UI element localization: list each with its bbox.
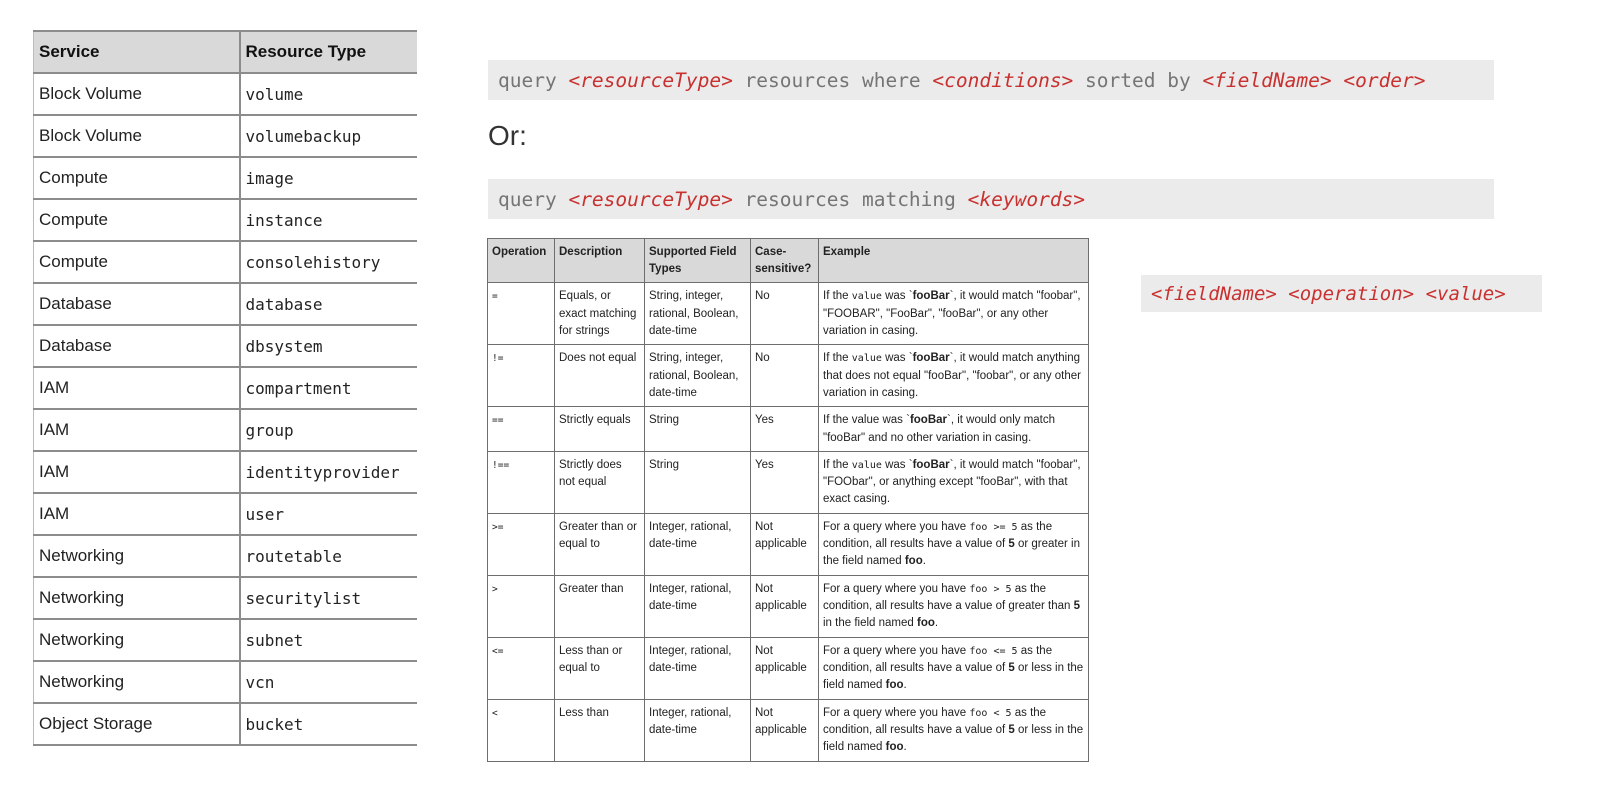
example-bold: fooBar <box>909 414 947 427</box>
table-row <box>488 407 1089 451</box>
column-header-description: Description <box>555 239 645 283</box>
example-cell <box>819 637 1089 699</box>
example-text: was ` <box>881 290 913 303</box>
query-syntax-matching <box>488 179 1494 219</box>
placeholder-resource-type: <resourceType> <box>568 187 733 211</box>
service-cell: Object Storage <box>34 703 240 745</box>
example-text: `, it would match anything that does not equal "fooBar", "foobar", or any other variation in casing. <box>823 352 1081 399</box>
field-types-cell: String, integer, rational, Boolean, date-time <box>645 345 751 407</box>
example-bold: 5 <box>1008 538 1015 551</box>
service-cell: Database <box>34 325 240 367</box>
column-header-case-sensitive: Case-sensitive? <box>751 239 819 283</box>
case-sensitive-cell: Not applicable <box>751 513 819 575</box>
description-cell: Strictly equals <box>555 407 645 451</box>
placeholder-conditions: <conditions> <box>932 68 1074 92</box>
example-code: value <box>851 291 882 303</box>
example-text: was ` <box>881 458 913 471</box>
example-text: If the <box>823 458 852 471</box>
table-header-row <box>488 239 1089 283</box>
example-text: was ` <box>881 352 913 365</box>
description-cell: Greater than or equal to <box>555 513 645 575</box>
example-text: If the <box>823 290 852 303</box>
placeholder-value: <value> <box>1425 282 1506 305</box>
resource-type-cell: user <box>240 493 417 535</box>
case-sensitive-cell: No <box>751 345 819 407</box>
field-types-cell: Integer, rational, date-time <box>645 699 751 761</box>
example-text: or less in the field named <box>823 662 1084 692</box>
example-bold: fooBar <box>912 352 950 365</box>
code-text <box>1332 69 1344 92</box>
table-row <box>488 451 1089 513</box>
operation-cell: = <box>488 283 555 345</box>
condition-syntax <box>1141 275 1542 312</box>
case-sensitive-cell: Not applicable <box>751 699 819 761</box>
service-cell: Block Volume <box>34 115 240 157</box>
example-text: `, it would only match "fooBar" and no other variation in casing. <box>823 414 1056 444</box>
field-types-cell: Integer, rational, date-time <box>645 637 751 699</box>
example-text: as the condition, all results have a value of <box>823 644 1053 675</box>
field-types-cell: String <box>645 407 751 451</box>
or-label: Or: <box>488 120 527 151</box>
resource-type-cell: subnet <box>240 619 417 661</box>
code-space <box>1414 283 1425 305</box>
service-cell: IAM <box>34 493 240 535</box>
example-bold: fooBar <box>912 458 950 471</box>
case-sensitive-cell: Yes <box>751 407 819 451</box>
example-text: . <box>903 679 907 692</box>
case-sensitive-cell: Yes <box>751 451 819 513</box>
case-sensitive-cell: No <box>751 283 819 345</box>
code-text: resources matching <box>732 187 968 211</box>
table-row <box>34 577 417 619</box>
example-text: as the condition, all results have a value of <box>823 520 1053 551</box>
service-cell: Compute <box>34 157 240 199</box>
resource-type-cell: volumebackup <box>240 115 417 157</box>
resource-type-cell: consolehistory <box>240 241 417 283</box>
operation-cell: > <box>488 575 555 637</box>
resource-type-cell: routetable <box>240 535 417 577</box>
operation-cell: == <box>488 407 555 451</box>
description-cell: Less than <box>555 699 645 761</box>
table-row <box>34 493 417 535</box>
placeholder-resource-type: <resourceType> <box>568 68 733 92</box>
code-text: query <box>498 187 569 211</box>
placeholder-order: <order> <box>1343 68 1426 92</box>
resource-type-cell: image <box>240 157 417 199</box>
service-cell: IAM <box>34 409 240 451</box>
example-text: For a query where you have <box>823 520 970 533</box>
table-row <box>34 367 417 409</box>
example-code: foo < 5 <box>969 707 1012 719</box>
example-text: . <box>903 741 907 754</box>
table-row <box>34 451 417 493</box>
table-row <box>34 661 417 703</box>
example-text: in the field named <box>823 617 917 630</box>
example-cell <box>819 451 1089 513</box>
example-code: foo > 5 <box>969 583 1012 595</box>
example-text: For a query where you have <box>823 582 970 595</box>
example-text: `, it would match "foobar", "FOObar", or anything except "fooBar", with that exact casing. <box>823 458 1081 506</box>
column-header-resource-type: Resource Type <box>240 31 417 73</box>
example-text: `, it would match "foobar", "FOOBAR", "FooBar", "fooBar", or any other variation in casing. <box>823 290 1081 337</box>
resource-type-cell: identityprovider <box>240 451 417 493</box>
example-text: or greater in the field named <box>823 538 1080 568</box>
table-row <box>34 241 417 283</box>
description-cell: Does not equal <box>555 345 645 407</box>
service-cell: IAM <box>34 451 240 493</box>
description-cell: Less than or equal to <box>555 637 645 699</box>
code-space <box>1277 283 1288 305</box>
placeholder-field-name: <fieldName> <box>1202 68 1332 92</box>
table-row <box>488 345 1089 407</box>
field-types-cell: String <box>645 451 751 513</box>
example-code: value <box>851 353 882 365</box>
resource-type-cell: instance <box>240 199 417 241</box>
table-row <box>488 575 1089 637</box>
example-text: as the condition, all results have a value of greater than <box>823 582 1074 613</box>
description-cell: Strictly does not equal <box>555 451 645 513</box>
example-cell <box>819 699 1089 761</box>
example-bold: foo <box>885 741 904 754</box>
example-code: value <box>851 459 882 471</box>
code-text: sorted by <box>1073 68 1203 92</box>
code-text: query <box>498 68 569 92</box>
resource-type-cell: database <box>240 283 417 325</box>
example-text: . <box>934 617 939 630</box>
service-cell: IAM <box>34 367 240 409</box>
example-text: If the value was ` <box>823 414 910 427</box>
example-cell <box>819 283 1089 345</box>
operations-table <box>487 238 1089 762</box>
service-cell: Compute <box>34 199 240 241</box>
operation-cell: <= <box>488 637 555 699</box>
table-row <box>34 73 417 115</box>
example-text: If the <box>823 352 852 365</box>
table-row <box>34 283 417 325</box>
column-header-service: Service <box>34 31 240 73</box>
description-cell: Equals, or exact matching for strings <box>555 283 645 345</box>
example-cell <box>819 345 1089 407</box>
resource-table-body <box>34 73 417 745</box>
case-sensitive-cell: Not applicable <box>751 575 819 637</box>
column-header-field-types: Supported Field Types <box>645 239 751 283</box>
table-row <box>488 699 1089 761</box>
example-cell <box>819 513 1089 575</box>
table-row <box>34 535 417 577</box>
table-row <box>34 409 417 451</box>
service-cell: Networking <box>34 661 240 703</box>
operation-cell: != <box>488 345 555 407</box>
case-sensitive-cell: Not applicable <box>751 637 819 699</box>
service-cell: Networking <box>34 535 240 577</box>
operation-cell: !== <box>488 451 555 513</box>
field-types-cell: Integer, rational, date-time <box>645 513 751 575</box>
field-types-cell: String, integer, rational, Boolean, date-time <box>645 283 751 345</box>
table-header-row <box>34 31 417 73</box>
table-row <box>34 115 417 157</box>
table-row <box>34 325 417 367</box>
example-text: For a query where you have <box>823 644 970 657</box>
resource-type-cell: bucket <box>240 703 417 745</box>
service-cell: Database <box>34 283 240 325</box>
field-types-cell: Integer, rational, date-time <box>645 575 751 637</box>
example-bold: foo <box>916 617 935 630</box>
example-bold: 5 <box>1073 600 1081 613</box>
table-row <box>488 283 1089 345</box>
example-text: For a query where you have <box>823 706 970 719</box>
service-cell: Compute <box>34 241 240 283</box>
example-text: . <box>922 555 926 568</box>
operation-cell: >= <box>488 513 555 575</box>
example-text: as the condition, all results have a value of <box>823 706 1047 737</box>
example-bold: foo <box>885 679 904 692</box>
column-header-example: Example <box>819 239 1089 283</box>
resource-type-cell: securitylist <box>240 577 417 619</box>
table-row <box>34 199 417 241</box>
placeholder-operation: <operation> <box>1288 282 1415 305</box>
example-bold: 5 <box>1008 724 1015 737</box>
example-bold: foo <box>904 555 923 568</box>
code-text: resources where <box>732 68 933 92</box>
table-row <box>34 619 417 661</box>
example-code: foo >= 5 <box>969 521 1018 533</box>
table-row <box>488 513 1089 575</box>
service-cell: Block Volume <box>34 73 240 115</box>
example-cell <box>819 575 1089 637</box>
service-cell: Networking <box>34 619 240 661</box>
example-bold: 5 <box>1008 662 1015 675</box>
description-cell: Greater than <box>555 575 645 637</box>
example-code: foo <= 5 <box>969 645 1018 657</box>
query-syntax-sorted <box>488 60 1494 100</box>
example-text: or less in the field named <box>823 724 1084 754</box>
placeholder-keywords: <keywords> <box>967 187 1086 211</box>
resource-type-cell: group <box>240 409 417 451</box>
placeholder-field-name: <fieldName> <box>1151 282 1277 305</box>
resource-type-table <box>33 30 417 746</box>
operation-cell: < <box>488 699 555 761</box>
table-row <box>488 637 1089 699</box>
table-row <box>34 703 417 745</box>
resource-type-cell: dbsystem <box>240 325 417 367</box>
operations-table-body <box>488 283 1089 761</box>
service-cell: Networking <box>34 577 240 619</box>
resource-type-cell: vcn <box>240 661 417 703</box>
example-cell <box>819 407 1089 451</box>
resource-type-cell: volume <box>240 73 417 115</box>
resource-type-cell: compartment <box>240 367 417 409</box>
example-bold: fooBar <box>912 290 950 303</box>
column-header-operation: Operation <box>488 239 555 283</box>
table-row <box>34 157 417 199</box>
